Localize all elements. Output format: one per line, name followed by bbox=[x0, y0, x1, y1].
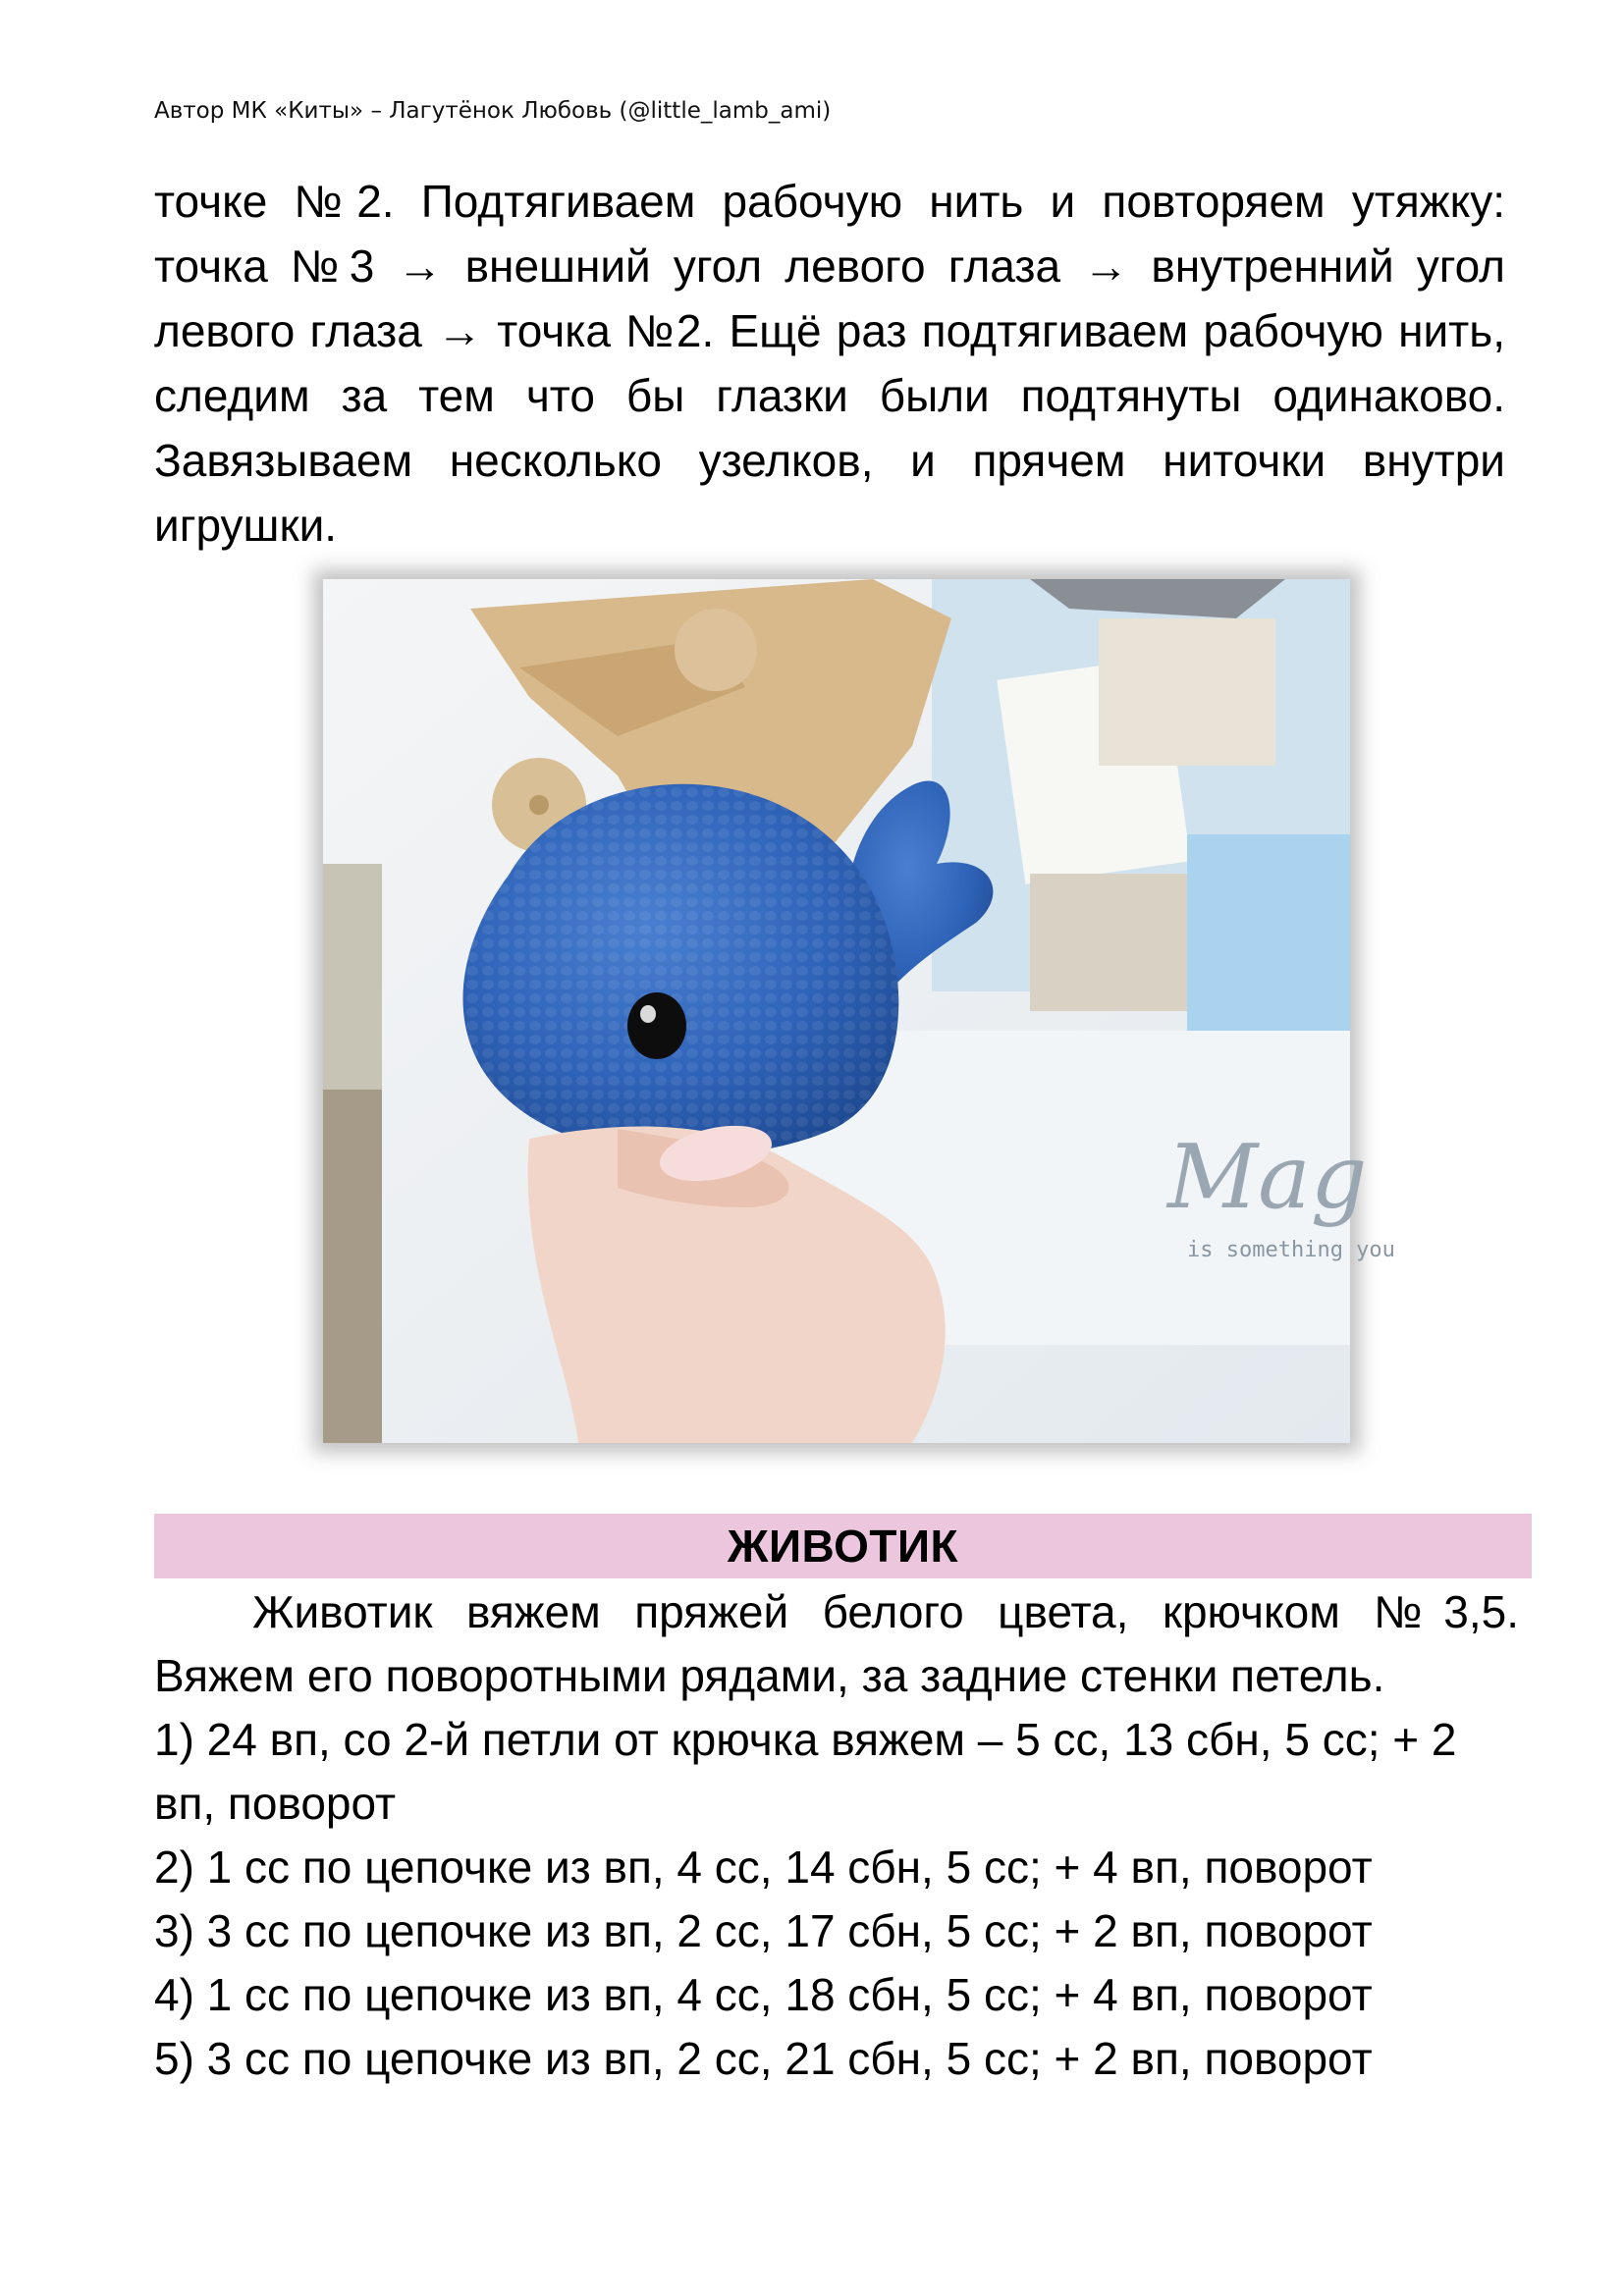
blue-cloth bbox=[1187, 834, 1350, 1031]
intro-paragraph-block bbox=[154, 169, 1505, 558]
whale-photo bbox=[323, 579, 1395, 1443]
section-title: ЖИВОТИК bbox=[727, 1521, 959, 1572]
notebook-caption: is something you bbox=[1187, 1238, 1395, 1262]
whale-eye bbox=[627, 992, 686, 1059]
row-item: 2) 1 сс по цепочке из вп, 4 сс, 14 сбн, 5 сс; + 4 вп, поворот bbox=[154, 1842, 1373, 1893]
pattern-instructions bbox=[154, 1580, 1519, 2091]
row-item: 1) 24 вп, со 2-й петли от крючка вяжем – 5 сс, 13 сбн, 5 сс; + 2 вп, поворот bbox=[154, 1714, 1457, 1829]
row-item: 3) 3 сс по цепочке из вп, 2 сс, 17 сбн, 5 сс; + 2 вп, поворот bbox=[154, 1905, 1373, 1956]
author-header: Автор МК «Киты» – Лагутёнок Любовь (@little_lamb_ami) bbox=[154, 98, 832, 124]
photo-card bbox=[1099, 618, 1275, 766]
intro-paragraph: точке №2. Подтягиваем рабочую нить и повторяем утяжку: точка №3 → внешний угол левого глаза → внутренний угол левого глаза → точка №2. Ещё раз подтягиваем рабочую нить, следим за тем что бы глазки были подтянуты одинаково. Завязываем несколько узелков, и прячем ниточки внутри игрушки. bbox=[154, 176, 1505, 551]
row-item: 5) 3 сс по цепочке из вп, 2 сс, 21 сбн, 5 сс; + 2 вп, поворот bbox=[154, 2033, 1373, 2084]
intro-instruction-paragraph: Животик вяжем пряжей белого цвета, крючком №3,5. Вяжем его поворотными рядами, за задние стенки петель. bbox=[154, 1586, 1519, 1701]
row-item: 4) 1 сс по цепочке из вп, 4 сс, 18 сбн, 5 сс; + 4 вп, поворот bbox=[154, 1969, 1373, 2020]
row-list bbox=[154, 1708, 1519, 2091]
notebook-script: Mag bbox=[1167, 1126, 1368, 1229]
whale-photo-illustration bbox=[323, 579, 1395, 1443]
section-heading-band bbox=[154, 1514, 1532, 1578]
wooden-bead bbox=[675, 609, 757, 691]
